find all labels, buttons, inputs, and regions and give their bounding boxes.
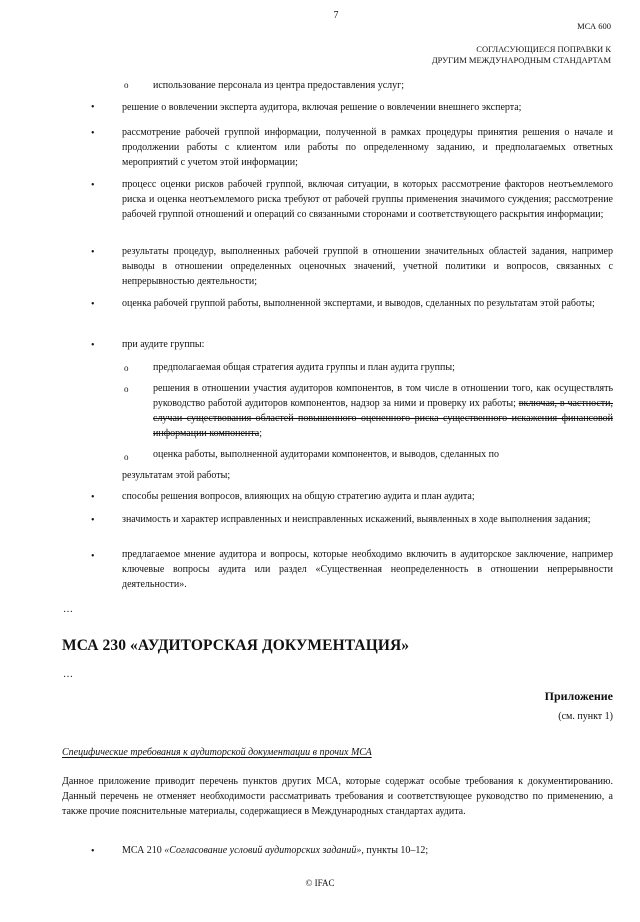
- standard-title: «Согласование условий аудиторских заданий»: [164, 845, 362, 856]
- retained-text: решения в отношении участия аудиторов компонентов, в том числе в отношении того, как осуществлять руководство работой аудиторов компонентов, надзор за ними и проверку их работы: [153, 383, 613, 409]
- list-item: рассмотрение рабочей группой информации, полученной в рамках процедуры принятия решения о начале и продолжении работы с клиентом или работы по определенному заданию, и предполагаемых ответных мероприятий с учетом этой информации;: [122, 127, 613, 168]
- list-item: предлагаемое мнение аудитора и вопросы, которые необходимо включить в аудиторское заключение, например ключевые вопросы аудита или раздел «Существенная неопределенность в отношении непрерывности деятельности».: [122, 549, 613, 590]
- list-bullet: •: [91, 247, 95, 258]
- list-circle-marker: o: [124, 80, 129, 90]
- sub-list-item-with-deletion: [153, 381, 613, 441]
- list-circle-marker: o: [124, 384, 129, 394]
- item-end: ;: [259, 428, 262, 439]
- list-item: оценка рабочей группой работы, выполненной экспертами, и выводов, сделанных по результатам этой работы;: [122, 298, 595, 309]
- section-title: МСА 230 «АУДИТОРСКАЯ ДОКУМЕНТАЦИЯ»: [62, 637, 410, 654]
- intro-paragraph: Данное приложение приводит перечень пунктов других МСА, которые содержат особые требования к документированию. Данный перечень не отменяет необходимости рассматривать требования и соответствующее руководство по применению, а также прочие пояснительные материалы, содержащиеся в Международных стандартах аудита.: [62, 776, 613, 817]
- sub-list-item: предполагаемая общая стратегия аудита группы и план аудита группы;: [153, 362, 455, 373]
- ellipsis: …: [63, 604, 73, 615]
- list-circle-marker: o: [124, 452, 129, 462]
- list-bullet: •: [91, 102, 95, 113]
- list-bullet: •: [91, 180, 95, 191]
- sub-list-item-line2: результатам этой работы;: [122, 470, 231, 481]
- deleted-text: включая, в частности, случаи существования областей повышенного оцененного риска существенного искажения финансовой информации компонента: [153, 398, 613, 439]
- header-title-line2: ДРУГИМ МЕЖДУНАРОДНЫМ СТАНДАРТАМ: [431, 55, 611, 65]
- list-item: процесс оценки рисков рабочей группой, включая ситуации, в которых рассмотрение факторов неотъемлемого риска и оценка неотъемлемого риска требуют от рабочей группы применения значимого суждения; рассмотрение рабочей группой отношений и операций со связанными сторонами и соответствующего раскрытия информации;: [122, 179, 613, 220]
- list-bullet: •: [91, 492, 95, 503]
- list-bullet: •: [91, 340, 95, 351]
- ellipsis: …: [63, 669, 73, 680]
- list-bullet: •: [91, 846, 95, 857]
- list-bullet: •: [91, 299, 95, 310]
- standard-code: МСА 600: [577, 21, 611, 31]
- sub-list-item: использование персонала из центра предоставления услуг;: [153, 80, 405, 91]
- appendix-reference: (см. пункт 1): [558, 711, 613, 722]
- list-bullet: •: [91, 128, 95, 139]
- sub-list-item-line1: оценка работы, выполненной аудиторами компонентов, и выводов, сделанных по: [153, 449, 499, 460]
- list-item: значимость и характер исправленных и неисправленных искажений, выявленных в ходе выполнения задания;: [122, 514, 591, 525]
- list-circle-marker: o: [124, 363, 129, 373]
- list-item: результаты процедур, выполненных рабочей группой в отношении значительных областей задания, например выводы в отношении определенных оценочных значений, учетной политики и вопросов, связанных с непрерывностью деятельности;: [122, 246, 613, 287]
- list-bullet: •: [91, 551, 95, 562]
- list-item: [122, 843, 613, 858]
- subheading: Специфические требования к аудиторской документации в прочих МСА: [62, 747, 372, 758]
- list-item: способы решения вопросов, влияющих на общую стратегию аудита и план аудита;: [122, 491, 475, 502]
- header-title-line1: СОГЛАСУЮЩИЕСЯ ПОПРАВКИ К: [476, 44, 611, 54]
- list-item: при аудите группы:: [122, 339, 205, 350]
- retained-semicolon: ;: [513, 398, 516, 409]
- footer-copyright: © IFAC: [305, 878, 335, 888]
- list-bullet: •: [91, 515, 95, 526]
- appendix-title: Приложение: [544, 689, 613, 703]
- standard-ref: МСА 210: [122, 845, 165, 856]
- page-number: 7: [333, 10, 339, 21]
- paragraph-ref: , пункты 10–12;: [361, 845, 429, 856]
- list-item: решение о вовлечении эксперта аудитора, включая решение о вовлечении внешнего эксперта;: [122, 102, 522, 113]
